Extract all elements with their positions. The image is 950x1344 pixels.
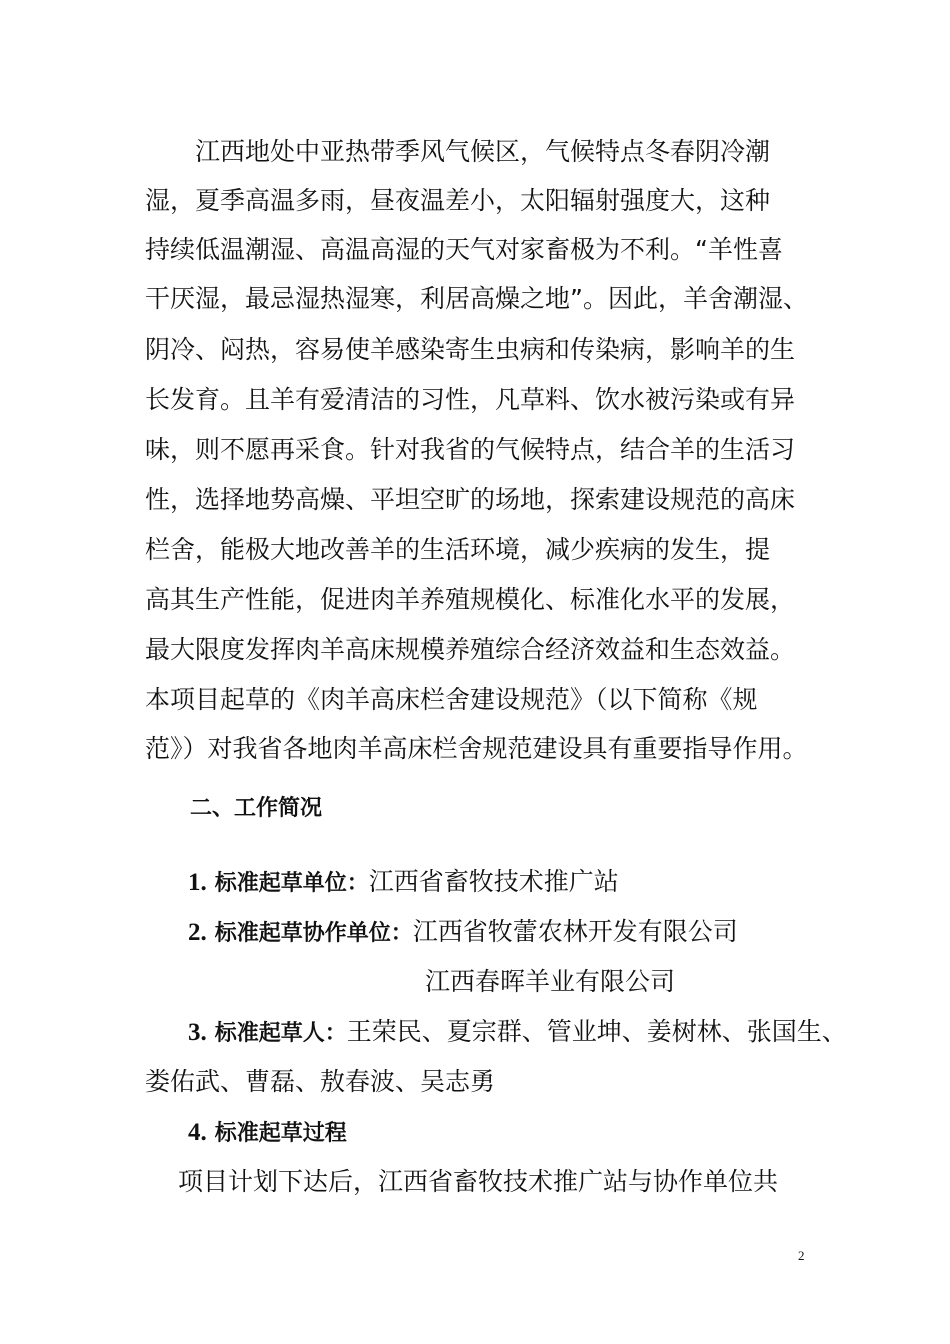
paragraph-line: 长发育。且羊有爱清洁的习性，凡草料、饮水被污染或有异: [145, 385, 796, 414]
item-label: 标准起草单位：: [214, 871, 369, 896]
paragraph-line: 范》）对我省各地肉羊高床栏舍规范建设具有重要指导作用。: [145, 734, 808, 763]
item-3-value-continued: 娄佑武、曹磊、敖春波、吴志勇: [145, 1067, 496, 1096]
item-number: 1.: [188, 869, 207, 896]
item-value: 江西省畜牧技术推广站: [368, 867, 619, 896]
item-number: 4.: [188, 1119, 207, 1146]
paragraph-line: 持续低温潮湿、高温高湿的天气对家畜极为不利。“羊性喜: [145, 235, 783, 264]
page-number: 2: [798, 1248, 805, 1263]
item-4: [188, 1117, 347, 1149]
item-label: 标准起草过程: [214, 1121, 347, 1146]
item-2-value-continued: 江西春晖羊业有限公司: [425, 967, 676, 996]
item-label: 标准起草人：: [214, 1021, 347, 1046]
item-value: 王荣民、夏宗群、管业坤、姜树林、张国生、: [346, 1017, 847, 1046]
paragraph-line: 干厌湿，最忌湿热湿寒，利居高燥之地”。因此，羊舍潮湿、: [145, 284, 808, 313]
item-value: 江西省牧蕾农林开发有限公司: [412, 917, 738, 946]
paragraph-line: 项目计划下达后，江西省畜牧技术推广站与协作单位共: [178, 1167, 779, 1196]
item-number: 2.: [188, 919, 207, 946]
item-3: [188, 1017, 847, 1049]
paragraph-line: 性，选择地势高燥、平坦空旷的场地，探索建设规范的高床: [145, 485, 796, 514]
paragraph-line: 栏舍，能极大地改善羊的生活环境，减少疾病的发生，提: [145, 535, 771, 564]
item-label: 标准起草协作单位：: [214, 921, 413, 946]
paragraph-line: 湿，夏季高温多雨，昼夜温差小，太阳辐射强度大，这种: [145, 186, 771, 215]
item-1: [188, 867, 619, 899]
paragraph-line: 高其生产性能，促进肉羊养殖规模化、标准化水平的发展，: [145, 585, 796, 614]
item-number: 3.: [188, 1019, 207, 1046]
section-heading: 二、工作简况: [190, 796, 323, 821]
paragraph-line: 味，则不愿再采食。针对我省的气候特点，结合羊的生活习: [145, 435, 796, 464]
paragraph-line: 阴冷、闷热，容易使羊感染寄生虫病和传染病，影响羊的生: [145, 335, 796, 364]
item-2: [188, 917, 738, 949]
paragraph-line: 江西地处中亚热带季风气候区，气候特点冬春阴冷潮: [195, 137, 771, 166]
paragraph-line: 本项目起草的《肉羊高床栏舍建设规范》（以下简称《规: [145, 685, 758, 714]
paragraph-line: 最大限度发挥肉羊高床规模养殖综合经济效益和生态效益。: [145, 635, 796, 664]
